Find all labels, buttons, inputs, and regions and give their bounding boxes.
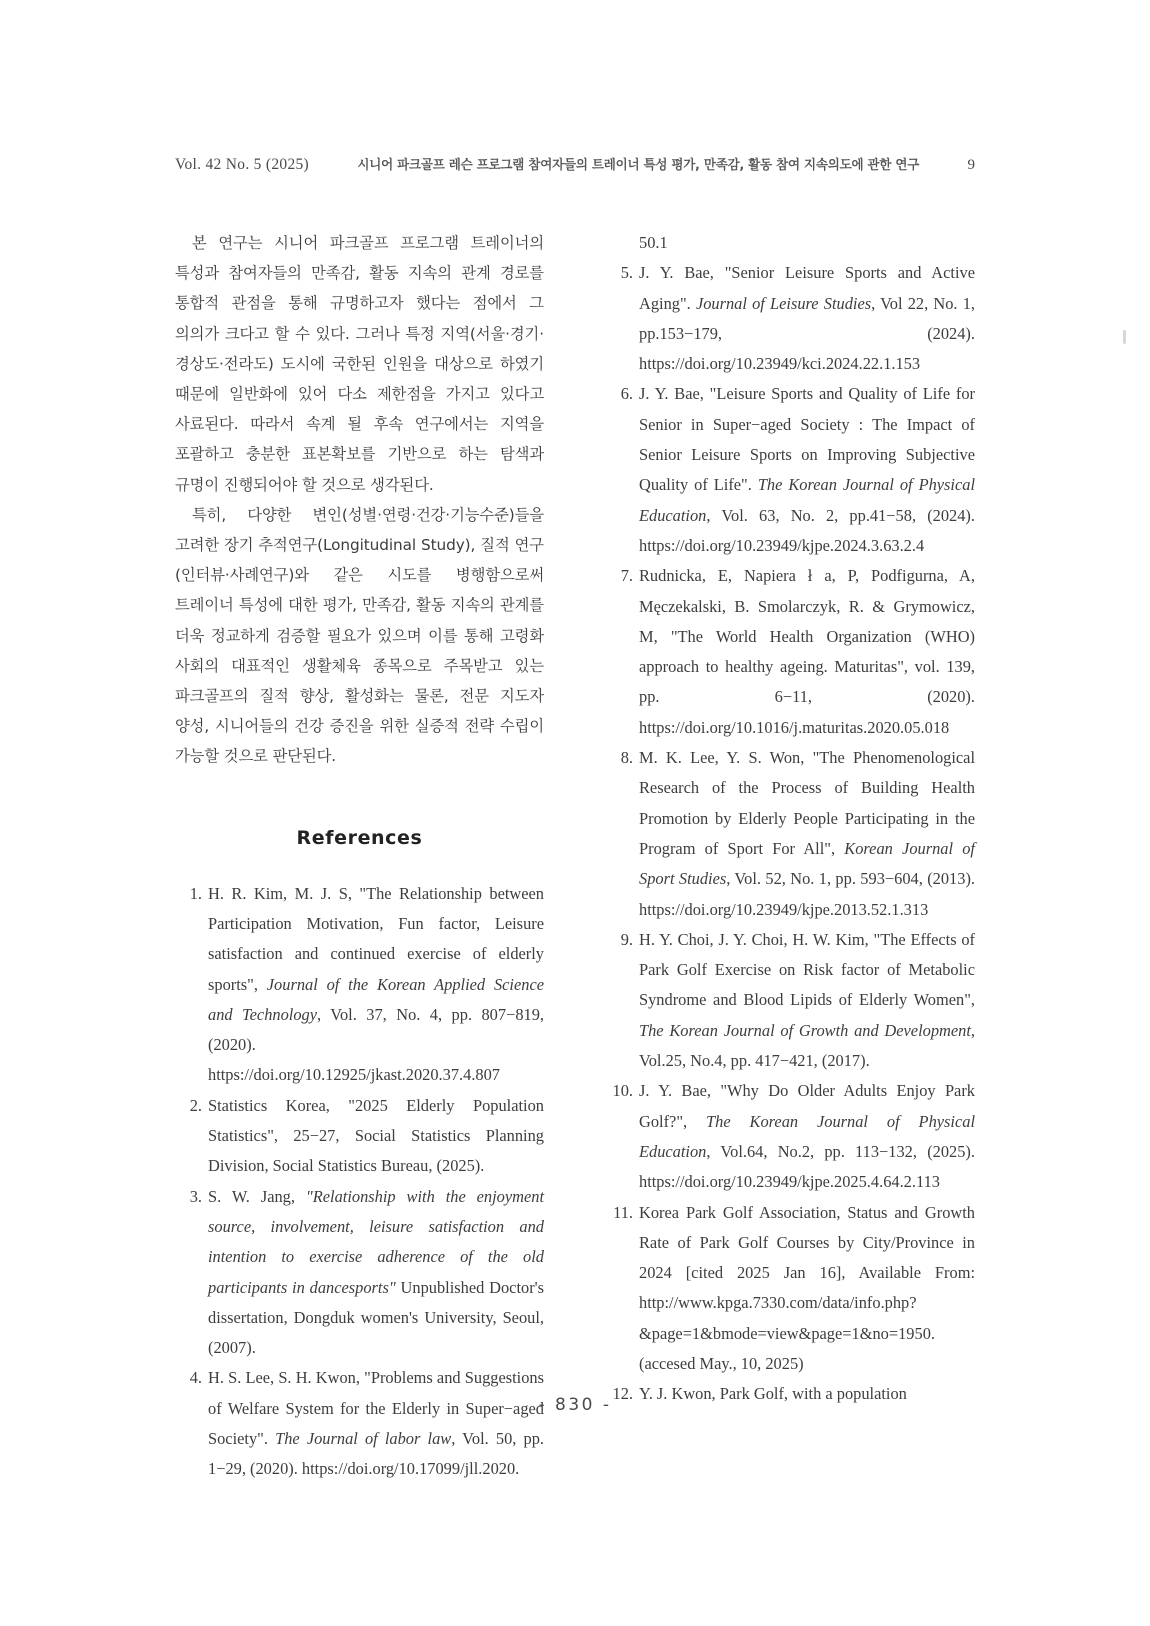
reference-number: 4. bbox=[189, 1368, 202, 1388]
reference-item bbox=[606, 925, 975, 1076]
reference-text: H. S. Lee, S. H. Kwon, "Problems and Suggestions of Welfare System for the Elderly in Super−aged Society". The Journal of labor law, Vol. 50, pp. 1−29, (2020). https://doi.org/10.17099/jll.2020. bbox=[208, 1368, 544, 1479]
reference-item bbox=[606, 1198, 975, 1380]
reference-number: 12. bbox=[612, 1384, 633, 1404]
running-head-volume: Vol. 42 No. 5 (2025) bbox=[175, 156, 310, 173]
running-head bbox=[175, 155, 975, 174]
reference-item bbox=[606, 258, 975, 379]
reference-number: 6. bbox=[620, 384, 633, 404]
reference-number: 5. bbox=[620, 263, 633, 283]
reference-number: 9. bbox=[620, 929, 633, 949]
reference-text: J. Y. Bae, "Leisure Sports and Quality of Life for Senior in Super−aged Society : The Impact of Senior Leisure Sports on Improving Subjective Quality of Life". The Korean Journal of Physical Education, Vol. 63, No. 2, pp.41−58, (2024). https://doi.org/10.23949/kjpe.2024.3.63.2.4 bbox=[639, 384, 976, 555]
reference-number: 10. bbox=[612, 1081, 633, 1101]
reference-number: 11. bbox=[613, 1202, 633, 1222]
reference-number: 3. bbox=[189, 1186, 202, 1206]
reference-continuation: 50.1 bbox=[639, 233, 668, 252]
scan-artifact bbox=[1123, 330, 1126, 344]
reference-text: Y. J. Kwon, Park Golf, with a population bbox=[639, 1384, 907, 1404]
reference-list-left bbox=[175, 879, 544, 1485]
reference-number: 2. bbox=[189, 1095, 202, 1115]
running-head-title: 시니어 파크골프 레슨 프로그램 참여자들의 트레이너 특성 평가, 만족감, 활동 참여 지속의도에 관한 연구 bbox=[357, 156, 920, 173]
reference-item bbox=[606, 743, 975, 925]
reference-number: 1. bbox=[189, 883, 202, 903]
reference-text: Korea Park Golf Association, Status and Growth Rate of Park Golf Courses by City/Province in 2024 [cited 2025 Jan 16], Available From: http://www.kpga.7330.com/data/info.php?&page=1&bmode=view&page=1&no=1950.(accesed May., 10, 2025) bbox=[639, 1202, 975, 1373]
reference-number: 8. bbox=[620, 748, 633, 768]
left-column bbox=[175, 228, 545, 1479]
reference-list-right bbox=[606, 258, 975, 1409]
reference-text: Rudnicka, E, Napiera ł a, P, Podfigurna, A, Męczekalski, B. Smolarczyk, R. & Grymowicz, M, "The World Health Organization (WHO) approach to healthy ageing. Maturitas", vol. 139, pp. 6−11, (2020). https://doi.org/10.1016/j.maturitas.2020.05.018 bbox=[639, 566, 975, 737]
reference-item bbox=[175, 1091, 544, 1182]
reference-number: 7. bbox=[620, 566, 633, 586]
reference-text: Statistics Korea, "2025 Elderly Population Statistics", 25−27, Social Statistics Planning Division, Social Statistics Bureau, (2025). bbox=[208, 1095, 544, 1176]
reference-text: H. R. Kim, M. J. S, "The Relationship between Participation Motivation, Fun factor, Leisure satisfaction and continued exercise of elderly sports", Journal of the Korean Applied Science and Technology, Vol. 37, No. 4, pp. 807−819, (2020). https://doi.org/10.12925/jkast.2020.37.4.807 bbox=[208, 883, 545, 1085]
references-heading: References bbox=[296, 826, 423, 849]
reference-text: J. Y. Bae, "Why Do Older Adults Enjoy Park Golf?", The Korean Journal of Physical Education, Vol.64, No.2, pp. 113−132, (2025). https://doi.org/10.23949/kjpe.2025.4.64.2.113 bbox=[639, 1081, 975, 1192]
reference-text: J. Y. Bae, "Senior Leisure Sports and Active Aging". Journal of Leisure Studies, Vol 22, No. 1, pp.153−179, (2024). https://doi.org/10.23949/kci.2024.22.1.153 bbox=[639, 263, 975, 374]
reference-text: H. Y. Choi, J. Y. Choi, H. W. Kim, "The Effects of Park Golf Exercise on Risk factor of Metabolic Syndrome and Blood Lipids of Elderly Women", The Korean Journal of Growth and Development, Vol.25, No.4, pp. 417−421, (2017). bbox=[639, 929, 975, 1071]
reference-item bbox=[175, 1363, 544, 1484]
conclusion-paragraph-2: 특히, 다양한 변인(성별·연령·건강·기능수준)들을 고려한 장기 추적연구(Longitudinal Study), 질적 연구(인터뷰·사례연구)와 같은 시도를 병행함으로써 트레이너 특성에 대한 평가, 만족감, 활동 지속의 관계를 더욱 정교하게 검증할 필요가 있으며 이를 통해 고령화 사회의 대표적인 생활체육 종목으로 주목받고 있는 파크골프의 질적 향상, 활성화는 물론, 전문 지도자 양성, 시니어들의 건강 증진을 위한 실증적 전략 수립이 가능할 것으로 판단된다. bbox=[175, 505, 544, 766]
reference-item bbox=[606, 1076, 975, 1197]
reference-item bbox=[606, 561, 975, 743]
reference-item bbox=[175, 879, 544, 1091]
reference-item bbox=[175, 1182, 544, 1364]
running-head-page-number: 9 bbox=[967, 157, 975, 173]
reference-text: S. W. Jang, "Relationship with the enjoyment source, involvement, leisure satisfaction and intention to exercise adherence of the old participants in dancesports" Unpublished Doctor's dissertation, Dongduk women's University, Seoul, (2007). bbox=[208, 1186, 544, 1358]
conclusion-paragraph-1: 본 연구는 시니어 파크골프 프로그램 트레이너의 특성과 참여자들의 만족감, 활동 지속의 관계 경로를 통합적 관점을 통해 규명하고자 했다는 점에서 그 의의가 크다고 할 수 있다. 그러나 특정 지역(서울·경기·경상도·전라도) 도시에 국한된 인원을 대상으로 하였기 때문에 일반화에 있어 다소 제한점을 가지고 있다고 사료된다. 따라서 속계 될 후속 연구에서는 지역을 포괄하고 충분한 표본확보를 기반으로 하는 탐색과 규명이 진행되어야 할 것으로 생각된다. bbox=[175, 234, 544, 494]
reference-text: M. K. Lee, Y. S. Won, "The Phenomenological Research of the Process of Building Health Promotion by Elderly People Participating in the Program of Sport For All", Korean Journal of Sport Studies, Vol. 52, No. 1, pp. 593−604, (2013). https://doi.org/10.23949/kjpe.2013.52.1.313 bbox=[639, 748, 975, 919]
reference-item bbox=[606, 379, 975, 561]
right-column bbox=[606, 228, 976, 1404]
page-folio: - 830 - bbox=[538, 1395, 612, 1415]
